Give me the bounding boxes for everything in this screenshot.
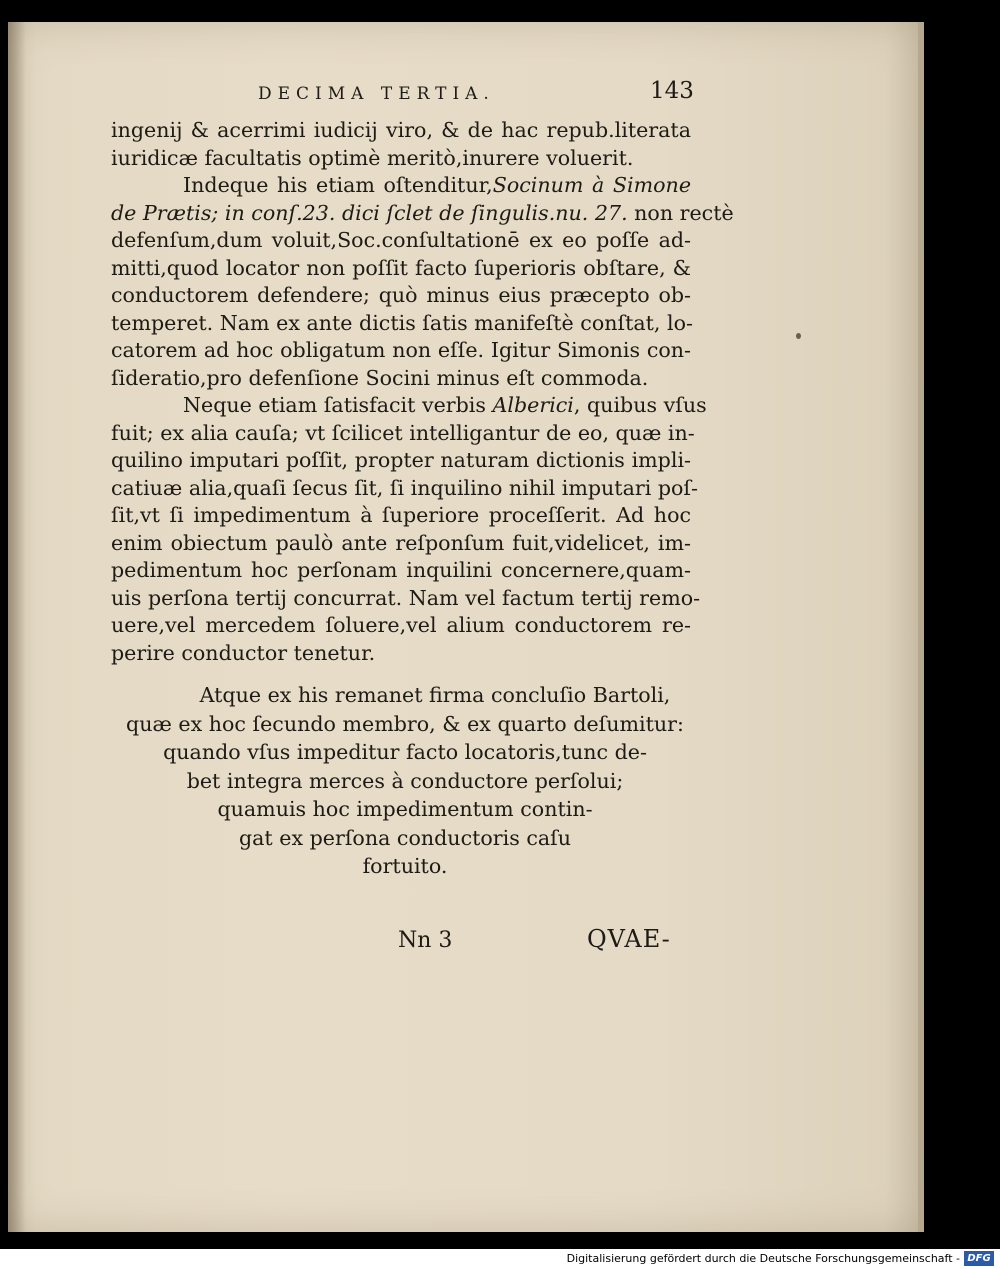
body-text xyxy=(111,117,734,667)
text-line xyxy=(111,200,734,228)
text-segment: , quibus vſus xyxy=(573,393,707,417)
text-line: conductorem defendere; quò minus eius præcepto ob- xyxy=(111,283,691,307)
text-line: ſideratio,pro defenſione Socini minus eſt commoda. xyxy=(111,365,649,390)
text-line: enim obiectum paulò ante reſponſum fuit,videlicet, im- xyxy=(111,530,691,555)
dfg-logo: DFG xyxy=(964,1251,994,1266)
text-line: fortuito. xyxy=(362,854,448,878)
text-line: catiuæ alia,quaſi ſecus ſit, ſi inquilino nihil imputari poſ- xyxy=(111,475,698,500)
text-line: uere,vel mercedem ſoluere,vel alium conductorem re- xyxy=(111,613,691,637)
text-segment: non rectè xyxy=(634,200,734,225)
text-line: quæ ex hoc ſecundo membro, & ex quarto deſumitur: xyxy=(126,711,684,736)
text-line: iuridicæ facultatis optimè meritò,inurere voluerit. xyxy=(111,145,634,170)
text-line: gat ex perſona conductoris caſu xyxy=(238,825,572,850)
running-head: DECIMA TERTIA. xyxy=(258,84,495,104)
text-segment: Indeque his etiam oſtenditur, xyxy=(183,173,493,197)
catchword: QVAE- xyxy=(587,925,671,953)
text-line: defenſum,dum voluit,Soc.conſultationē ex eo poſſe ad- xyxy=(111,228,691,252)
text-line: perire conductor tenetur. xyxy=(111,640,376,665)
text-line: quamuis hoc impedimentum contin- xyxy=(217,797,593,821)
text-line: ingenij & acerrimi iudicij viro, & de hac repub.literata xyxy=(111,118,691,142)
scan-notice-text: Digitalisierung gefördert durch die Deutsche Forschungsgemeinschaft - xyxy=(566,1252,960,1265)
text-line: fuit; ex alia cauſa; vt ſcilicet intelligantur de eo, quæ in- xyxy=(111,420,695,445)
text-line: ſit,vt ſi impedimentum à ſuperiore proceſſerit. Ad hoc xyxy=(111,503,691,527)
text-line: Atque ex his remanet firma concluſio Bartoli, xyxy=(199,683,671,707)
text-line xyxy=(111,392,707,420)
conclusion-paragraph xyxy=(100,681,710,881)
text-segment: Neque etiam ſatisfacit verbis xyxy=(183,393,486,417)
text-line: catorem ad hoc obligatum non eſſe. Igitur Simonis con- xyxy=(111,338,691,362)
text-line: pedimentum hoc perſonam inquilini concernere,quam- xyxy=(111,558,691,582)
citation: Socinum à Simone xyxy=(492,173,692,197)
citation: de Prætis; in conſ.23. dici ſclet de ſingulis.nu. 27. xyxy=(111,200,628,225)
text-line: mitti,quod locator non poſſit facto ſuperioris obſtare, & xyxy=(111,255,691,280)
text-line: quilino imputari poſſit, propter naturam dictionis impli- xyxy=(111,448,691,472)
signature-mark: Nn 3 xyxy=(398,928,453,953)
citation: Alberici xyxy=(492,393,574,417)
paper-speck xyxy=(796,333,801,339)
text-line: quando vſus impeditur facto locatoris,tunc de- xyxy=(163,740,647,764)
text-line: temperet. Nam ex ante dictis ſatis manifeſtè conſtat, lo- xyxy=(111,310,693,335)
page-number: 143 xyxy=(650,78,694,104)
text-line: bet integra merces à conductore perſolui; xyxy=(186,768,624,793)
text-line xyxy=(111,172,691,200)
text-line: uis perſona tertij concurrat. Nam vel factum tertij remo- xyxy=(111,585,701,610)
